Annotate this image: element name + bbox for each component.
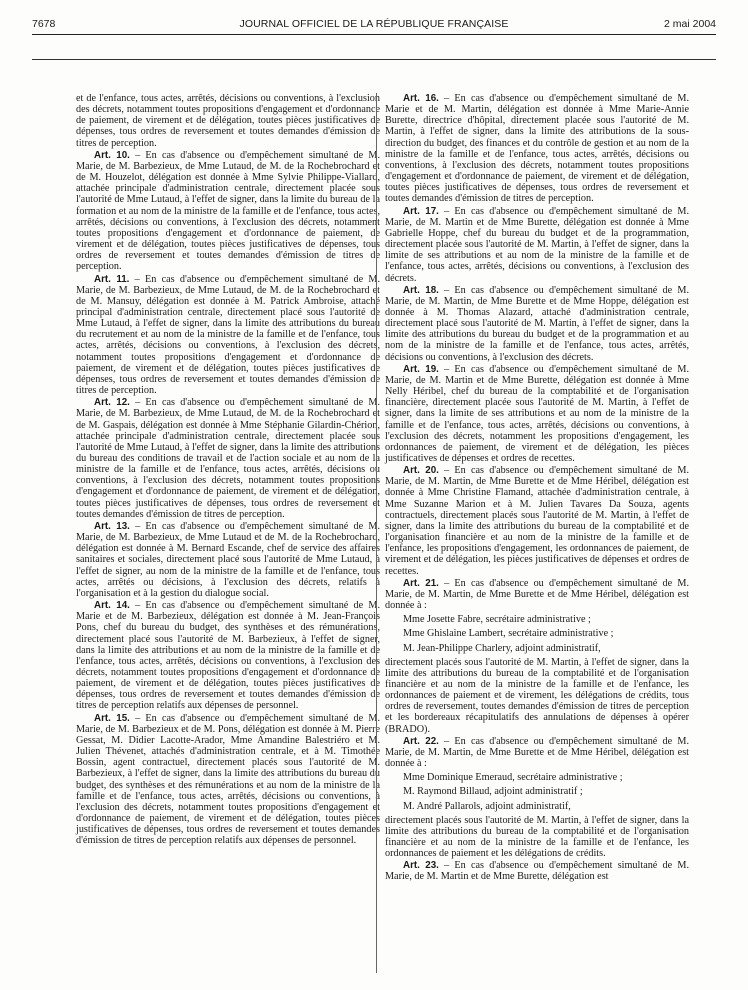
article-label: Art. 16. <box>403 93 439 104</box>
article-text: – En cas d'absence ou d'empêchement simultané de M. Marie, de M. Barbezieux, de Mme Lutaud, de M. de la Rochebrochard et de M. Houzelot, délégation est donnée à Mme Sylvie Philippe-Viallard, attachée principale d'administration centrale, directement placée sous l'autorité de Mme Lutaud, à l'effet de signer, dans la limite du bureau de la formation et au nom de la ministre de la famille et de l'enfance, tous actes, arrêtés, décisions ou conventions, à l'exclusion des décrets, notamment toutes propositions d'engagement et d'ordonnance de paiement, de virement et de délégation, toutes pièces justificatives de dépenses, tous ordres de reversement et toutes demandes d'émission de titres de perception. <box>76 149 380 273</box>
article-label: Art. 11. <box>94 273 130 285</box>
delegate-list-item: M. Raymond Billaud, adjoint administratif ; <box>403 786 583 798</box>
header-rule-secondary <box>32 59 716 60</box>
delegate-list-item: M. Jean-Philippe Charlery, adjoint administratif, <box>403 642 601 654</box>
article-23 <box>385 860 689 882</box>
article-label: Art. 20. <box>403 465 439 477</box>
article-22-continuation: directement placés sous l'autorité de M. Martin, à l'effet de signer, dans la limite des attributions du bureau de la comptabilité et de l'organisation financière et au nom de la ministre de la famille et de l'enfance, les ordonnances de paiement et les délégations de crédits. <box>385 814 689 860</box>
article-label: Art. 23. <box>403 860 439 872</box>
article-text: – En cas d'absence ou d'empêchement simultané de M. Marie, de M. Martin, de Mme Burette et de Mme Héribel, délégation est donnée à Mme Christine Flamand, attachée d'administration centrale, à Mme Suzanne Marion et à M. Julien Tavares Da Souza, agents contractuels, directement placés sous l'autorité de M. Martin, à l'effet de signer, dans la limite des attributions du bureau de la comptabilité et de l'organisation financière et au nom de la ministre de la famille et de l'enfance, les propositions d'engagement, les ordonnances de paiement, de virement et de délégation, les pièces justificatives de dépenses et ordres de recettes. <box>385 465 689 577</box>
article-14 <box>76 600 380 712</box>
article-text: – En cas d'absence ou d'empêchement simultané de M. Marie, de M. Martin et de Mme Burette, délégation est <box>385 860 689 883</box>
article-label: Art. 10. <box>94 149 130 161</box>
article-21 <box>385 578 689 611</box>
article-text: – En cas d'absence ou d'empêchement simultané de M. Marie, de M. Martin, de Mme Burette et de Mme Héribel, délégation est donnée à : <box>385 577 689 612</box>
left-column <box>76 93 380 846</box>
delegate-list-item: Mme Ghislaine Lambert, secrétaire administrative ; <box>403 628 614 640</box>
article-10 <box>76 150 380 273</box>
article-text: – En cas d'absence ou d'empêchement simultané de M. Marie et de M. Barbezieux, délégation est donnée à M. Jean-François Pons, chef du bureau du budget, des synthèses et des rémunérations, directement placé sous l'autorité de M. Barbezieux, à l'effet de signer, dans la limite des attributions et au nom de la ministre de la famille et de l'enfance, tous actes, arrêtés, décisions ou conventions, à l'exclusion des décrets, notamment toutes propositions d'engagement et d'ordonnance de paiement, de virement et de délégation, toutes pièces justificatives de dépenses, tous ordres de reversement et toutes demandes d'émission de titres de perception relatifs aux dépenses de personnel. <box>76 600 380 712</box>
article-11 <box>76 274 380 397</box>
paragraph-continuation: et de l'enfance, tous actes, arrêtés, décisions ou conventions, à l'exclusion des décrets, notamment toutes propositions d'engagement et d'ordonnance de paiement, de virement et de délégation, toutes pièces justificatives de dépenses, tous ordres de reversement et toutes demandes d'émission de titres de perception. <box>76 93 380 149</box>
article-22 <box>385 736 689 769</box>
article-13 <box>76 521 380 599</box>
article-label: Art. 18. <box>403 284 439 296</box>
article-label: Art. 13. <box>94 520 130 532</box>
delegate-list-item: Mme Dominique Emeraud, secrétaire administrative ; <box>403 772 623 784</box>
article-label: Art. 15. <box>94 712 130 724</box>
article-label: Art. 22. <box>403 735 439 747</box>
article-label: Art. 19. <box>403 363 439 375</box>
article-15 <box>76 713 380 847</box>
article-text: – En cas d'absence ou d'empêchement simultané de M. Marie, de M. Martin, de Mme Burette et de Mme Hoppe, délégation est donnée à M. Thomas Alazard, attaché d'administration centrale, directement placé sous l'autorité de M. Martin, à l'effet de signer, dans la limite des attributions du bureau du budget et de la programmation et au nom de la ministre de la famille et de l'enfance, tous actes, arrêtés, décisions ou conventions, à l'exclusion des décrets. <box>385 284 689 363</box>
article-text: – En cas d'absence ou d'empêchement simultané de M. Marie, de M. Barbezieux, de Mme Lutaud et de M. de la Rochebrochard, délégation est donnée à M. Bernard Escande, chef de service des affaires sanitaires et sociales, directement placé sous l'autorité de Mme Lutaud, à l'effet de signer, au nom de la ministre de la famille et de l'enfance, tous actes, arrêtés ou décisions, à l'exclusion des décrets, relatifs à l'organisation et à la gestion du dialogue social. <box>76 520 380 599</box>
article-21-continuation: directement placés sous l'autorité de M. Martin, à l'effet de signer, dans la limite des attributions du bureau de la comptabilité et de l'organisation financière et au nom de la ministre de la famille et de l'enfance, les ordonnances de paiement et de virement, les délégations de crédits, tous ordres de reversement, toutes demandes d'émission de titres de perception et les bordereaux récapitulatifs des annulations de dépenses à opérer (BRADO). <box>385 656 689 735</box>
delegate-list-item: Mme Josette Fabre, secrétaire administrative ; <box>403 614 591 626</box>
article-text: – En cas d'absence ou d'empêchement simultané de M. Marie, de M. Barbezieux et de M. Pons, délégation est donnée à M. Pierre Gessat, M. Didier Lacotte-Arador, Mme Amandine Balestriéro et M. Julien Thévenet, attachés d'administration centrale, et à M. Timothée Bossin, agent contractuel, directement placés sous l'autorité de M. Barbezieux, à l'effet de signer, dans la limite des attributions du bureau du budget, des synthèses et des rémunérations et au nom de la ministre de la famille et de l'enfance, tous actes, arrêtés, décisions ou conventions, à l'exclusion des décrets, notamment toutes propositions d'engagement et d'ordonnance de paiement, de virement et de délégation, toutes pièces justificatives de dépenses, tous ordres de reversement et toutes demandes d'émission de titres de perception relatifs aux dépenses de personnel. <box>76 712 380 847</box>
article-label: Art. 14. <box>94 600 130 612</box>
article-text: – En cas d'absence ou d'empêchement simultané de M. Marie, de M. Martin, de Mme Burette et de Mme Héribel, délégation est donnée à : <box>385 735 689 770</box>
article-text: – En cas d'absence ou d'empêchement simultané de M. Marie et de M. Martin, délégation est donnée à Mme Marie-Annie Burette, directrice d'hôpital, directement placée sous l'autorité de M. Martin, à l'effet de signer, dans la limite des attributions de la sous-direction du budget, des finances et du contrôle de gestion et au nom de la ministre de la famille et de l'enfance, tous actes, arrêtés, décisions ou conventions, à l'exclusion des décrets, notamment toutes propositions d'engagement et d'ordonnance de paiement, de virement et de délégation, toutes pièces justificatives de dépenses, tous ordres de reversement et toutes demandes d'émission de titres de perception. <box>385 93 689 205</box>
right-column <box>385 93 689 883</box>
article-label: Art. 12. <box>94 397 130 409</box>
article-label: Art. 21. <box>403 577 439 589</box>
header-rule <box>32 34 716 35</box>
page-number: 7678 <box>32 18 56 30</box>
issue-date: 2 mai 2004 <box>664 18 716 30</box>
column-divider <box>376 93 377 973</box>
article-text: – En cas d'absence ou d'empêchement simultané de M. Marie, de M. Martin et de Mme Burette, délégation est donnée à Mme Gabrielle Hoppe, chef du bureau du budget et de la programmation, directement placée sous l'autorité de M. Martin, à l'effet de signer, dans la limite de ses attributions et au nom de la ministre de la famille et de l'enfance, tous actes, arrêtés, décisions ou conventions, à l'exclusion des décrets. <box>385 205 689 284</box>
article-16 <box>385 93 689 205</box>
delegate-list-item: M. André Pallarols, adjoint administratif, <box>403 800 571 812</box>
article-19 <box>385 364 689 464</box>
article-text: – En cas d'absence ou d'empêchement simultané de M. Marie, de M. Barbezieux, de Mme Lutaud, de M. de la Rochebrochard et de M. Gaspais, délégation est donnée à Mme Stéphanie Gilardin-Chérion, attachée principale d'administration centrale, directement placée sous l'autorité de Mme Lutaud, à l'effet de signer, dans la limite des attributions du bureau des conditions de travail et de l'action sociale et au nom de la ministre de la famille et de l'enfance, tous actes, arrêtés, décisions ou conventions, à l'exclusion des décrets, notamment toutes propositions d'engagement et d'ordonnance de paiement, de virement et de délégation, toutes pièces justificatives de dépenses, tous ordres de reversement et toutes demandes d'émission de titres de perception. <box>76 397 380 520</box>
article-18 <box>385 285 689 363</box>
article-12 <box>76 397 380 520</box>
article-20 <box>385 465 689 577</box>
article-label: Art. 17. <box>403 205 439 217</box>
article-text: – En cas d'absence ou d'empêchement simultané de M. Marie, de M. Barbezieux, de Mme Lutaud, de M. de la Rochebrochard et de M. Mansuy, délégation est donnée à M. Patrick Ambroise, attaché principal d'administration centrale, directement placé sous l'autorité de Mme Lutaud, à l'effet de signer, dans la limite des attributions du bureau du recrutement et au nom de la ministre de la famille et de l'enfance, tous actes, arrêtés, décisions ou conventions, à l'exclusion des décrets, notamment toutes propositions d'engagement et d'ordonnance de paiement, de virement et de délégation, toutes pièces justificatives de dépenses, tous ordres de reversement et toutes demandes d'émission de titres de perception. <box>76 273 380 397</box>
article-text: – En cas d'absence ou d'empêchement simultané de M. Marie, de M. Martin et de Mme Burette, délégation est donnée à Mme Nelly Héribel, chef du bureau de la comptabilité et de l'organisation financière, directement placée sous l'autorité de M. Martin, à l'effet de signer, dans la limite de ses attributions et au nom de la ministre de la famille et de l'enfance, tous actes, arrêtés, décisions ou conventions, à l'exclusion des décrets, notamment les propositions d'engagement, les ordonnances de paiement, de virement et de délégation, les pièces justificatives de dépenses et ordres de recettes. <box>385 363 689 464</box>
article-17 <box>385 206 689 284</box>
journal-title: JOURNAL OFFICIEL DE LA RÉPUBLIQUE FRANÇAISE <box>239 18 509 30</box>
